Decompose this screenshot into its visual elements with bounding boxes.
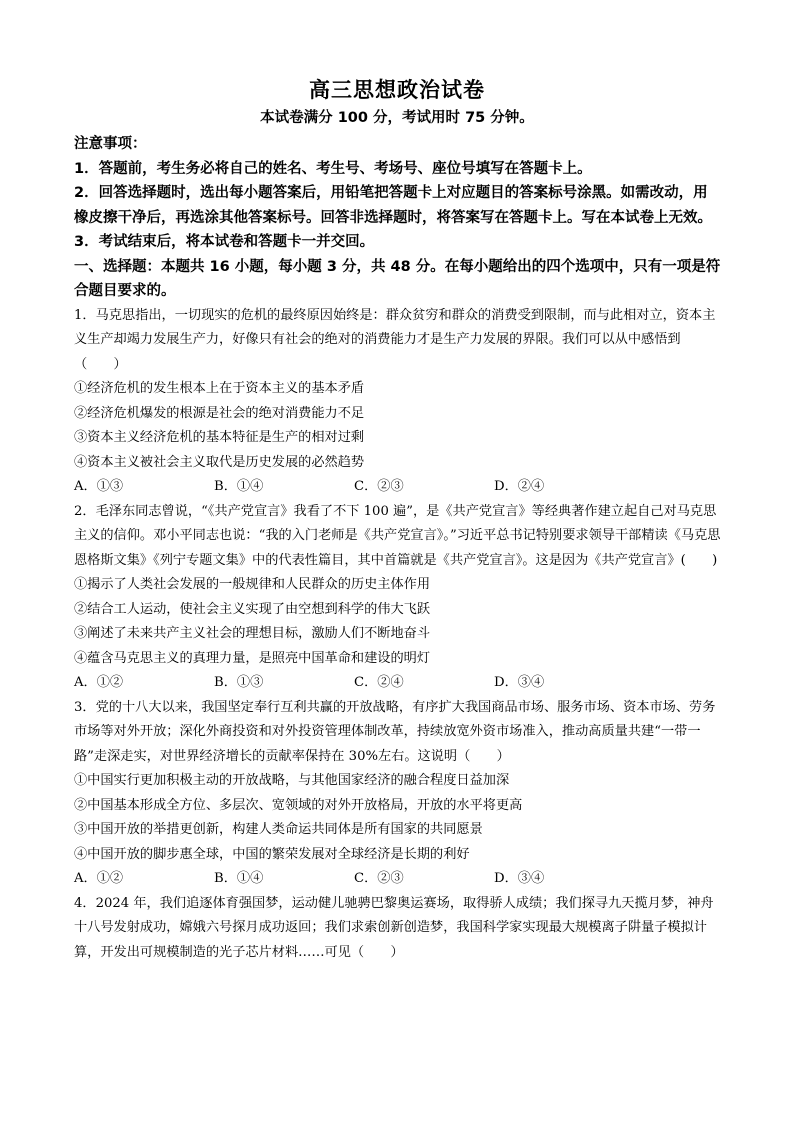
- question-statement: ①揭示了人类社会发展的一般规律和人民群众的历史主体作用: [74, 577, 431, 592]
- question-stem: 1．马克思指出，一切现实的危机的最终原因始终是：群众贫穷和群众的消费受到限制，而与此相对立，资本主义生产却竭力发展生产力，好像只有社会的绝对的消费能力才是生产力发展的界限。我们可以从中感悟到（ ）: [74, 307, 716, 372]
- notice-item: 3．考试结束后，将本试卷和答题卡一并交回。: [74, 234, 375, 250]
- option-a: A．①③: [74, 479, 124, 494]
- option-d: D．③④: [494, 675, 545, 690]
- question-statement: ①经济危机的发生根本上在于资本主义的基本矛盾: [74, 381, 365, 396]
- page-subtitle: 本试卷满分 100 分，考试用时 75 分钟。: [260, 110, 534, 126]
- question-options: [74, 475, 722, 500]
- option-d: D．②④: [494, 479, 545, 494]
- notice-heading: 注意事项：: [74, 136, 147, 152]
- exam-body: [74, 132, 722, 965]
- question-statement: ③阐述了未来共产主义社会的理想目标，激励人们不断地奋斗: [74, 626, 431, 641]
- notice-item: 2．回答选择题时，选出每小题答案后，用铅笔把答题卡上对应题目的答案标号涂黑。如需改动，用橡皮擦干净后，再选涂其他答案标号。回答非选择题时，将答案写在答题卡上。写在本试卷上无效。: [74, 185, 712, 226]
- question-statement: ②中国基本形成全方位、多层次、宽领域的对外开放格局，开放的水平将更高: [74, 797, 523, 813]
- question-statement: ④蕴含马克思主义的真理力量，是照亮中国革命和建设的明灯: [74, 650, 431, 666]
- question-statement: ④资本主义被社会主义取代是历史发展的必然趋势: [74, 454, 365, 470]
- option-c: C．②③: [354, 871, 404, 886]
- question-statement: ②结合工人运动，使社会主义实现了由空想到科学的伟大飞跃: [74, 601, 431, 617]
- option-b: B．①④: [214, 479, 264, 494]
- question-statement: ②经济危机爆发的根源是社会的绝对消费能力不足: [74, 405, 365, 421]
- option-d: D．③④: [494, 871, 545, 886]
- question-stem: 3．党的十八大以来，我国坚定奉行互利共赢的开放战略，有序扩大我国商品市场、服务市场、资本市场、劳务市场等对外开放；深化外商投资和对外投资管理体制改革，持续放宽外资市场准入，推动高质量共建“一带一路”走深走实，对世界经济增长的贡献率保持在 30%左右。这说明（ ）: [74, 699, 716, 764]
- section-heading: 一、选择题：本题共 16 小题，每小题 3 分，共 48 分。在每小题给出的四个选项中，只有一项是符合题目要求的。: [74, 258, 721, 299]
- question-options: [74, 867, 722, 892]
- option-c: C．②④: [354, 675, 404, 690]
- question-stem: 4．2024 年，我们追逐体育强国梦，运动健儿驰骋巴黎奥运赛场，取得骄人成绩；我们探寻九天揽月梦，神舟十八号发射成功，嫦娥六号探月成功返回；我们求索创新创造梦，我国科学家实现最大规模离子阱量子模拟计算，开发出可规模制造的光子芯片材料……可见（ ）: [74, 895, 714, 960]
- option-b: B．①④: [214, 871, 264, 886]
- page-title: 高三思想政治试卷: [309, 78, 485, 102]
- notice-item: 1．答题前，考生务必将自己的姓名、考生号、考场号、座位号填写在答题卡上。: [74, 160, 592, 177]
- option-a: A．①②: [74, 675, 124, 690]
- question-statement: ③资本主义经济危机的基本特征是生产的相对过剩: [74, 430, 365, 445]
- question-stem: 2．毛泽东同志曾说，“《共产党宣言》我看了不下 100 遍”，是《共产党宣言》等经典著作建立起自己对马克思主义的信仰。邓小平同志也说：“我的入门老师是《共产党宣言》。”习近平总书记特别要求领导干部精读《马克思恩格斯文集》《列宁专题文集》中的代表性篇目，其中首篇就是《共产党宣言》。这是因为《共产党宣言》( ): [74, 503, 721, 568]
- question-statement: ④中国开放的脚步惠全球，中国的繁荣发展对全球经济是长期的利好: [74, 846, 470, 862]
- question-statement: ③中国开放的举措更创新，构建人类命运共同体是所有国家的共同愿景: [74, 822, 483, 837]
- option-c: C．②③: [354, 479, 404, 494]
- question-statement: ①中国实行更加积极主动的开放战略，与其他国家经济的融合程度日益加深: [74, 773, 510, 788]
- option-b: B．①③: [214, 675, 264, 690]
- question-options: [74, 671, 722, 696]
- option-a: A．①②: [74, 871, 124, 886]
